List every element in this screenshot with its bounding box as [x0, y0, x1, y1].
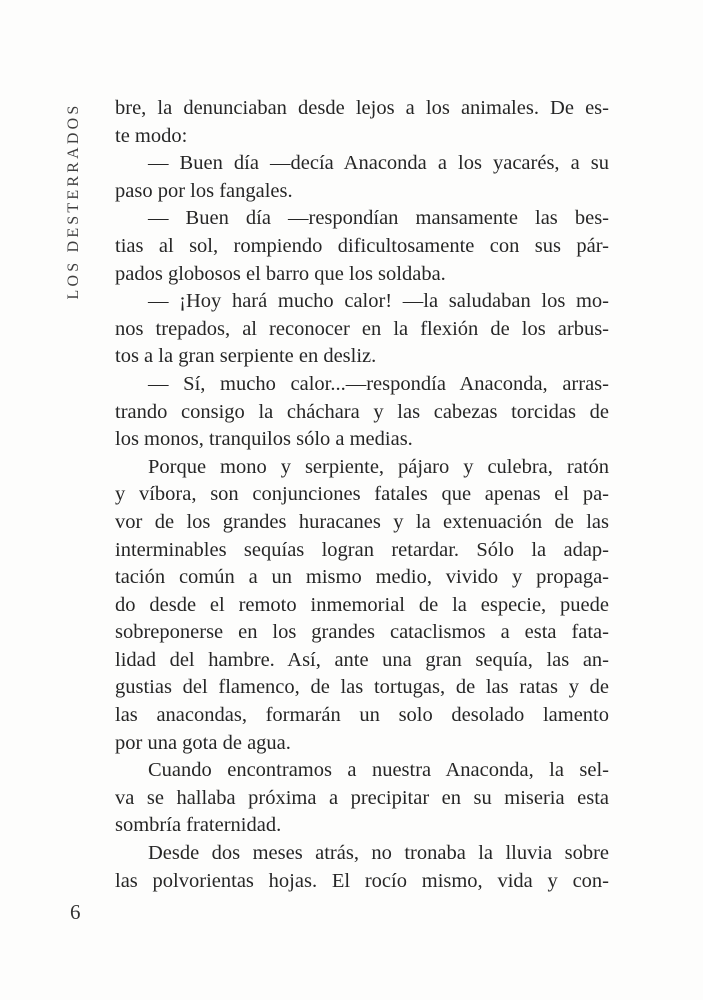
text-line: pados globosos el barro que los soldaba.	[115, 262, 446, 285]
text-line: Cuando encontramos a nuestra Anaconda, la sel-	[148, 759, 609, 782]
text-line: sobreponerse en los grandes cataclismos a esta fata-	[115, 621, 609, 644]
running-header: LOS DESTERRADOS	[65, 102, 82, 300]
text-line: sombría fraternidad.	[115, 814, 282, 837]
text-line: te modo:	[115, 124, 188, 147]
text-line: do desde el remoto inmemorial de la especie, puede	[115, 593, 609, 616]
text-line: gustias del flamenco, de las tortugas, de las ratas y de	[115, 676, 609, 699]
text-line: y víbora, son conjunciones fatales que apenas el pa-	[115, 483, 609, 506]
text-line: las anacondas, formarán un solo desolado lamento	[115, 704, 609, 727]
text-line: nos trepados, al reconocer en la flexión de los arbus-	[115, 317, 609, 340]
text-line: bre, la denunciaban desde lejos a los animales. De es-	[115, 97, 609, 119]
text-line: trando consigo la cháchara y las cabezas torcidas de	[115, 400, 609, 423]
text-line: vor de los grandes huracanes y la extenuación de las	[115, 510, 609, 533]
text-line: tias al sol, rompiendo dificultosamente con sus pár-	[115, 234, 609, 257]
text-line: Desde dos meses atrás, no tronaba la lluvia sobre	[148, 842, 609, 865]
text-line: por una gota de agua.	[115, 731, 291, 754]
text-line: los monos, tranquilos sólo a medias.	[115, 428, 413, 451]
text-line: interminables sequías logran retardar. Sólo la adap-	[115, 538, 609, 561]
text-line: tos a la gran serpiente en desliz.	[115, 345, 377, 368]
text-line: — ¡Hoy hará mucho calor! —la saludaban los mo-	[148, 290, 609, 313]
page-number: 6	[70, 900, 81, 924]
text-line: — Sí, mucho calor...—respondía Anaconda, arras-	[148, 372, 609, 395]
text-line: — Buen día —decía Anaconda a los yacarés, a su	[148, 152, 609, 175]
text-line: paso por los fangales.	[115, 179, 293, 202]
text-block	[115, 95, 609, 895]
text-line: las polvorientas hojas. El rocío mismo, vida y con-	[115, 869, 609, 892]
text-line: tación común a un mismo medio, vivido y propaga-	[115, 566, 609, 589]
text-line: Porque mono y serpiente, pájaro y culebra, ratón	[148, 455, 609, 478]
text-line: — Buen día —respondían mansamente las bes-	[148, 207, 609, 230]
text-line: va se hallaba próxima a precipitar en su miseria esta	[115, 786, 609, 809]
text-line: lidad del hambre. Así, ante una gran sequía, las an-	[115, 648, 609, 671]
